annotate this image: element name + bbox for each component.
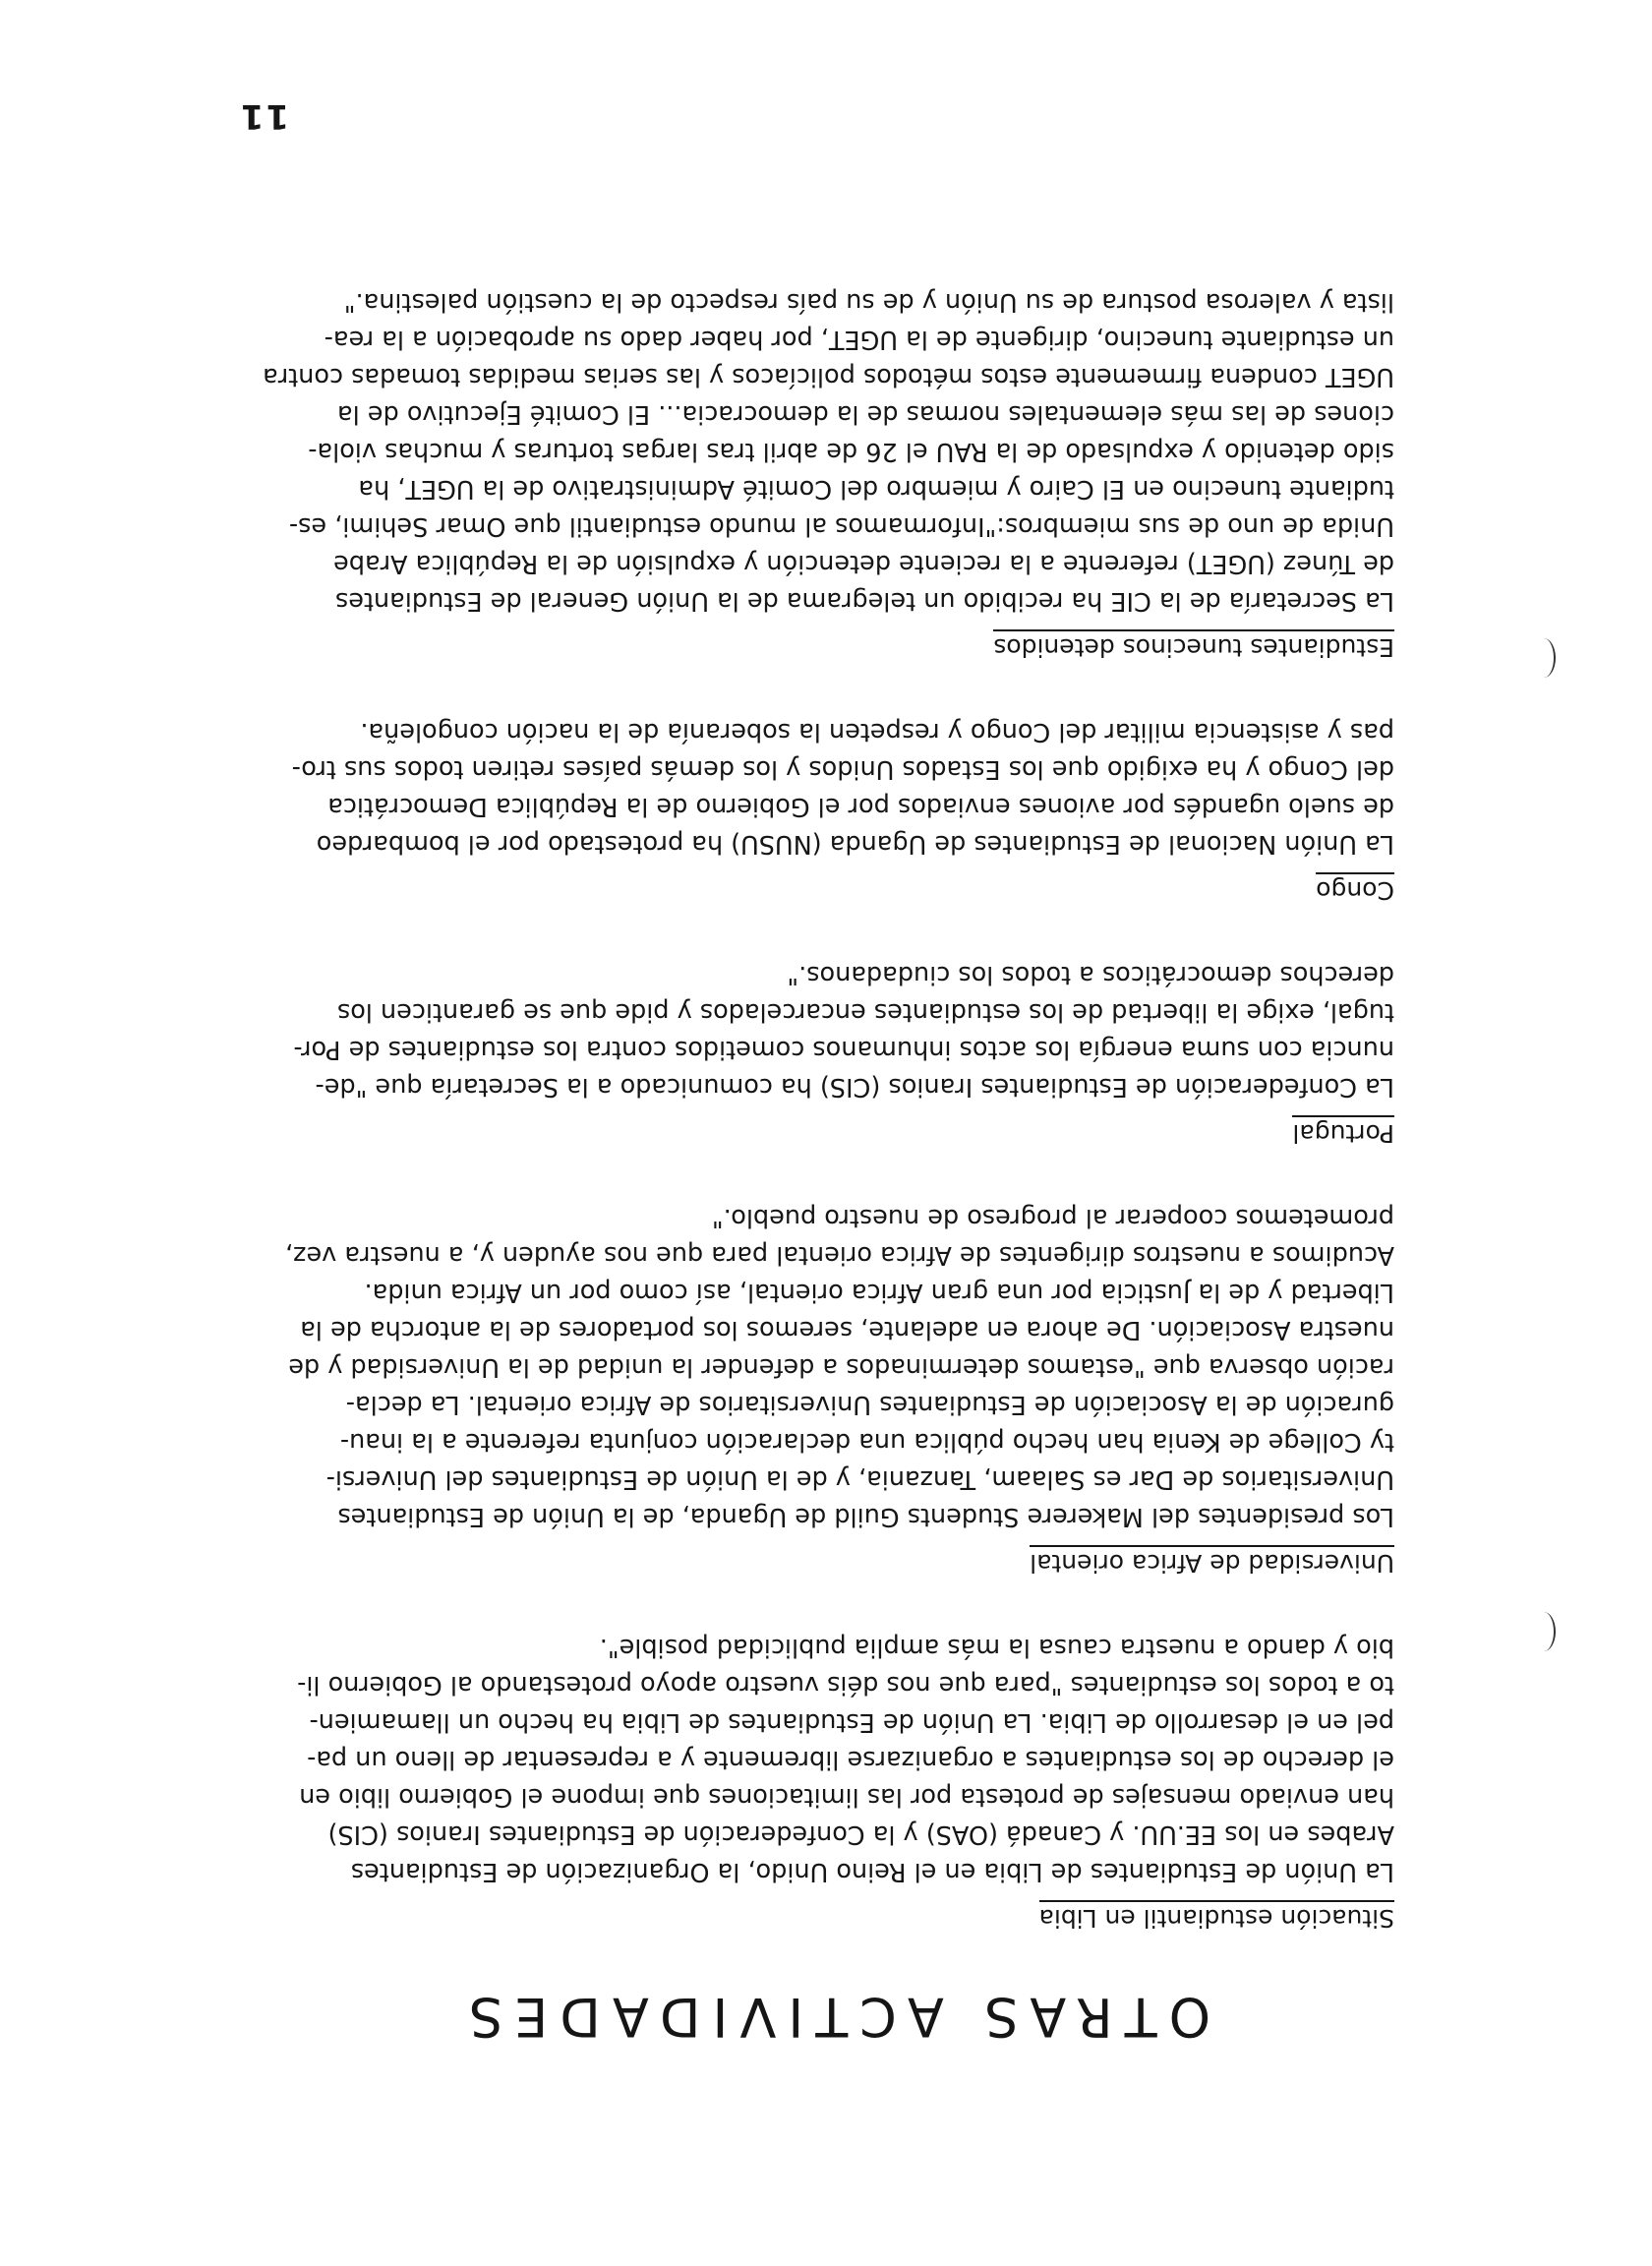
section-body: Los presidentes del Makerere Students Guild de Uganda, de la Unión de Estudiantes Universitarios de Dar es Salaam, Tanzania, y de la Unión de Estudiantes del Universi- ty College de Kenia han hecho pública una declaración conjunta referente a la inau- guración de la Asociación de Estudiantes Universitarios de Africa oriental. La decla- ración observa que "estamos determinados a defender la unidad de la Universidad y de nuestra Asociación. De ahora en adelante, seremos los portadores de la antorcha de la Libertad y de la Justicia por una gran Africa oriental, así como por un Africa unida. Acudimos a nuestros dirigentes de Africa oriental para que nos ayuden y, a nuestra vez, prometemos cooperar al progreso de nuestro pueblo." bbox=[285, 1203, 1394, 1531]
section-body: La Confederación de Estudiantes Iranios (CIS) ha comunicado a la Secretaría que "de- nuncia con suma energía los actos inhumanos cometidos contra los estudiantes de Por- tugal, exige la libertad de los estudiantes encarcelados y pide que se garanticen los derechos democráticos a todos los ciudadanos." bbox=[293, 960, 1394, 1102]
page-title: OTRAS ACTIVIDADES bbox=[456, 1986, 1211, 2048]
section-heading: Portugal bbox=[1292, 1115, 1394, 1148]
scan-mark bbox=[1532, 638, 1556, 678]
section-heading: Congo bbox=[1316, 872, 1394, 905]
section-estudiantes-tunecinos bbox=[234, 283, 1394, 662]
section-heading: Estudiantes tunecinos detenidos bbox=[993, 629, 1394, 662]
section-heading: Universidad de Africa oriental bbox=[1030, 1545, 1394, 1578]
section-body: La Unión de Estudiantes de Libia en el Reino Unido, la Organización de Estudiantes Arabes en los EE.UU. y Canadá (OAS) y la Confederación de Estudiantes Iranios (CIS) han enviado mensajes de protesta por las limitaciones que impone el Gobierno libio en el derecho de los estudiantes a organizarse libremente y a representar de lleno un pa- pel en el desarrollo de Libia. La Unión de Estudiantes de Libia ha hecho un llamamien- to a todos los estudiantes "para que nos déis vuestro apoyo protestando al Gobierno li- bio y dando a nuestra causa la más amplia publicidad posible". bbox=[297, 1633, 1394, 1886]
section-congo bbox=[234, 713, 1394, 905]
section-body: La Unión Nacional de Estudiantes de Uganda (NUSU) ha protestado por el bombardeo de suelo ugandés por aviones enviados por el Gobierno de la República Democrática del Congo y ha exigido que los Estados Unidos y los demás países retiren todos sus tro- pas y asistencia militar del Congo y respeten la soberanía de la nación congoleña. bbox=[291, 717, 1394, 859]
section-portugal bbox=[234, 956, 1394, 1148]
section-body: La Secretaría de la CIE ha recibido un telegrama de la Unión General de Estudiantes de Túnez (UGET) referente a la reciente detención y expulsión de la República Arabe Unida de uno de sus miembros:"Informamos al mundo estudiantil que Omar Sehimi, es- tudiante tunecino en El Cairo y miembro del Comité Administrativo de la UGET, ha sido detenido y expulsado de la RAU el 26 de abril tras largas torturas y muchas viola- ciones de las más elementales normas de la democracia... El Comité Ejecutivo de la UGET condena firmemente estos métodos policíacos y las serias medidas tomadas contra un estudiante tunecino, dirigente de la UGET, por haber dado su aprobación a la rea- lista y valerosa postura de su Unión y de su país respecto de la cuestión palestina." bbox=[263, 287, 1394, 616]
scan-mark bbox=[1532, 1612, 1556, 1651]
section-libia bbox=[234, 1629, 1394, 1933]
section-heading: Situación estudiantil en Libia bbox=[1039, 1900, 1394, 1933]
page-number: 11 bbox=[238, 96, 289, 136]
section-africa-oriental bbox=[234, 1199, 1394, 1578]
page-content bbox=[234, 232, 1394, 2048]
